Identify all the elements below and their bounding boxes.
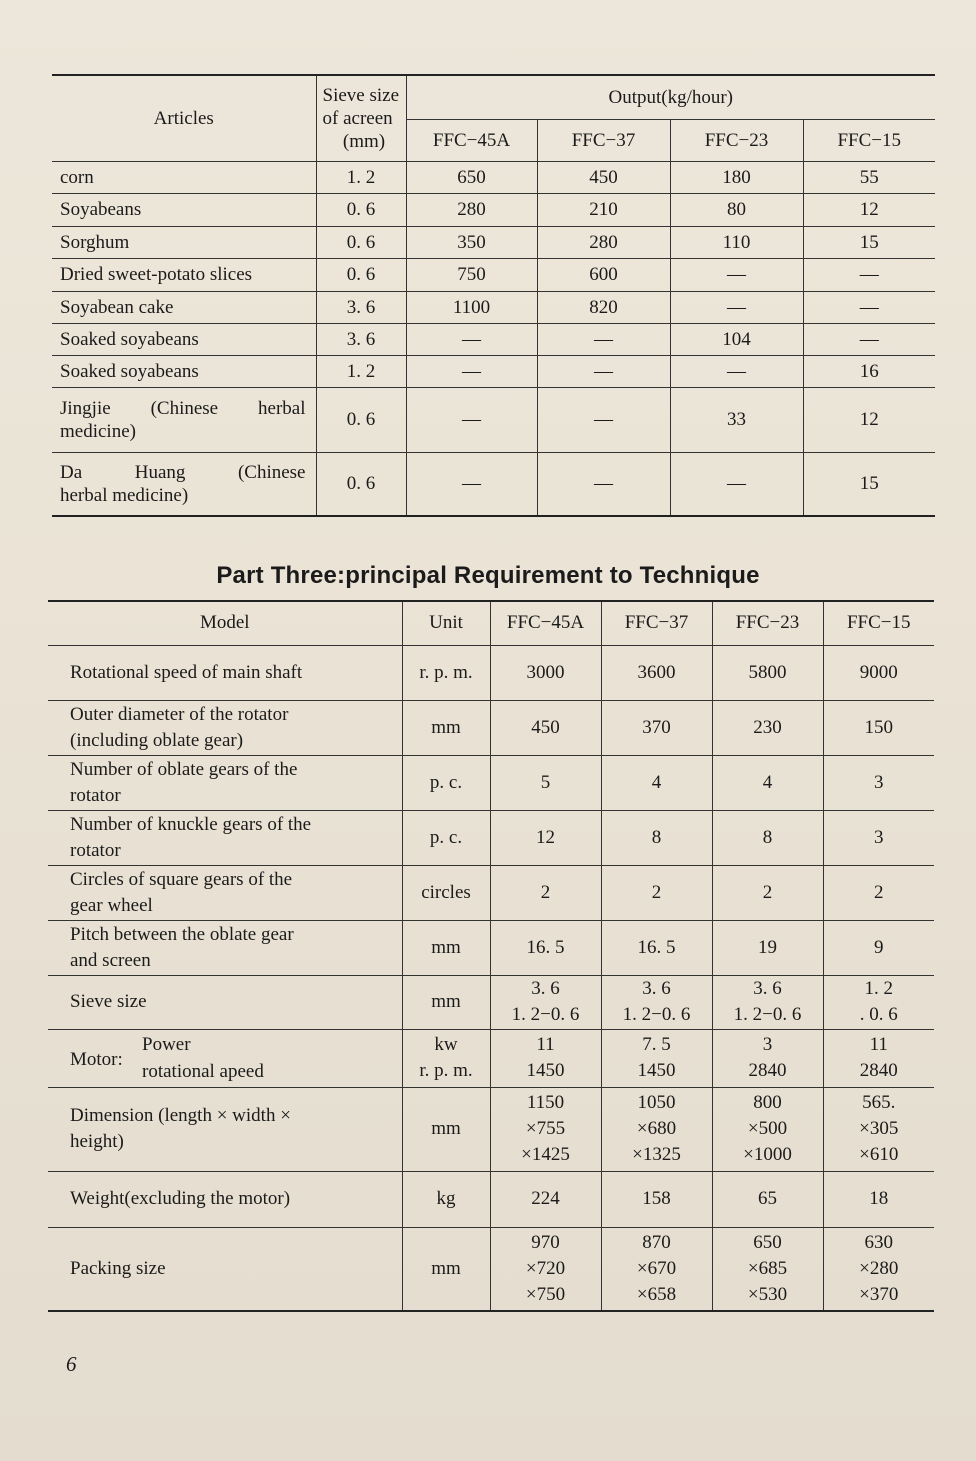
table-row	[48, 700, 934, 755]
cell-value: 16. 5	[490, 920, 601, 975]
table-row	[52, 452, 935, 516]
article-cell: Jingjie (Chinese herbal medicine)	[52, 387, 316, 452]
output-value: 820	[537, 291, 670, 323]
output-value: 280	[537, 226, 670, 258]
cell-value: 450	[490, 700, 601, 755]
cell-value: 8	[601, 810, 712, 865]
output-value: —	[537, 323, 670, 355]
output-value: —	[670, 258, 803, 291]
table-row	[52, 226, 935, 258]
row-unit: mm	[402, 920, 490, 975]
row-unit: mm	[402, 975, 490, 1029]
cell-value: 1050 ×680 ×1325	[601, 1087, 712, 1171]
sieve-cell: 0. 6	[316, 452, 406, 516]
sieve-cell: 1. 2	[316, 161, 406, 193]
cell-value: 800 ×500 ×1000	[712, 1087, 823, 1171]
row-unit: mm	[402, 1087, 490, 1171]
table-row	[52, 193, 935, 226]
table-row	[52, 387, 935, 452]
cell-value: 3000	[490, 645, 601, 700]
cell-value: 7. 5 1450	[601, 1029, 712, 1087]
model-header-15: FFC−15	[803, 119, 935, 161]
cell-value: 3	[823, 755, 934, 810]
tech-model-45a: FFC−45A	[490, 601, 601, 645]
cell-value: 3600	[601, 645, 712, 700]
model-header-23: FFC−23	[670, 119, 803, 161]
cell-value: 3. 6 1. 2−0. 6	[712, 975, 823, 1029]
row-unit: p. c.	[402, 755, 490, 810]
output-value: 450	[537, 161, 670, 193]
article-cell: Dried sweet-potato slices	[52, 258, 316, 291]
cell-value: 5800	[712, 645, 823, 700]
row-unit: r. p. m.	[402, 645, 490, 700]
row-label: Circles of square gears of the gear wheel	[48, 865, 402, 920]
table-row	[48, 975, 934, 1029]
cell-value: 8	[712, 810, 823, 865]
output-header: Output(kg/hour)	[406, 75, 935, 119]
sieve-cell: 3. 6	[316, 291, 406, 323]
tech-model-23: FFC−23	[712, 601, 823, 645]
row-unit: kw r. p. m.	[402, 1029, 490, 1087]
table-row	[52, 258, 935, 291]
row-label: Rotational speed of main shaft	[48, 645, 402, 700]
output-value: 280	[406, 193, 537, 226]
sieve-cell: 0. 6	[316, 387, 406, 452]
output-value: 55	[803, 161, 935, 193]
row-unit: kg	[402, 1171, 490, 1227]
output-value: 210	[537, 193, 670, 226]
table-row	[52, 355, 935, 387]
article-cell: corn	[52, 161, 316, 193]
cell-value: 12	[490, 810, 601, 865]
part-three-heading: Part Three:principal Requirement to Technique	[216, 562, 760, 589]
motor-label: Motor:	[70, 1048, 123, 1070]
output-value: 1100	[406, 291, 537, 323]
output-value: 750	[406, 258, 537, 291]
cell-value: 230	[712, 700, 823, 755]
output-value: —	[670, 291, 803, 323]
output-value: 600	[537, 258, 670, 291]
output-value: 104	[670, 323, 803, 355]
output-value: 15	[803, 452, 935, 516]
cell-value: 3	[823, 810, 934, 865]
tech-model-37: FFC−37	[601, 601, 712, 645]
output-value: 180	[670, 161, 803, 193]
cell-value: 3. 6 1. 2−0. 6	[601, 975, 712, 1029]
model-header-45a: FFC−45A	[406, 119, 537, 161]
model-header: Model	[48, 601, 402, 645]
cell-value: 565. ×305 ×610	[823, 1087, 934, 1171]
row-unit: p. c.	[402, 810, 490, 865]
table-row	[48, 865, 934, 920]
output-value: —	[537, 355, 670, 387]
article-cell: Sorghum	[52, 226, 316, 258]
table-row	[52, 291, 935, 323]
cell-value: 65	[712, 1171, 823, 1227]
cell-value: 3. 6 1. 2−0. 6	[490, 975, 601, 1029]
row-unit: mm	[402, 700, 490, 755]
table-row	[48, 645, 934, 700]
table-row	[48, 810, 934, 865]
row-label: Dimension (length × width × height)	[48, 1087, 402, 1171]
article-cell: Soaked soyabeans	[52, 323, 316, 355]
table-row	[48, 1029, 934, 1087]
cell-value: 2	[712, 865, 823, 920]
cell-value: 18	[823, 1171, 934, 1227]
cell-value: 870 ×670 ×658	[601, 1227, 712, 1311]
article-cell: Soaked soyabeans	[52, 355, 316, 387]
output-value: —	[670, 452, 803, 516]
cell-value: 150	[823, 700, 934, 755]
sieve-cell: 3. 6	[316, 323, 406, 355]
page-number: 6	[66, 1352, 77, 1376]
motor-label-cell	[48, 1029, 402, 1087]
cell-value: 19	[712, 920, 823, 975]
cell-value: 2	[490, 865, 601, 920]
output-value: 15	[803, 226, 935, 258]
table-row	[48, 1087, 934, 1171]
row-label: Sieve size	[48, 975, 402, 1029]
row-label: Weight(excluding the motor)	[48, 1171, 402, 1227]
table-row	[48, 920, 934, 975]
cell-value: 16. 5	[601, 920, 712, 975]
output-value: —	[803, 258, 935, 291]
output-value: 12	[803, 387, 935, 452]
cell-value: 630 ×280 ×370	[823, 1227, 934, 1311]
output-value: —	[803, 291, 935, 323]
cell-value: 9	[823, 920, 934, 975]
sieve-cell: 0. 6	[316, 258, 406, 291]
cell-value: 650 ×685 ×530	[712, 1227, 823, 1311]
article-cell: Da Huang (Chinese herbal medicine)	[52, 452, 316, 516]
cell-value: 1150 ×755 ×1425	[490, 1087, 601, 1171]
technique-table	[48, 600, 934, 1312]
table-row	[48, 1171, 934, 1227]
cell-value: 11 2840	[823, 1029, 934, 1087]
row-label: Number of oblate gears of the rotator	[48, 755, 402, 810]
cell-value: 1. 2 . 0. 6	[823, 975, 934, 1029]
model-header-37: FFC−37	[537, 119, 670, 161]
articles-header: Articles	[52, 75, 316, 161]
sieve-cell: 1. 2	[316, 355, 406, 387]
output-value: 12	[803, 193, 935, 226]
motor-speed-label: rotational apeed	[142, 1060, 264, 1082]
unit-header: Unit	[402, 601, 490, 645]
output-value: —	[537, 387, 670, 452]
output-value: —	[803, 323, 935, 355]
sieve-cell: 0. 6	[316, 226, 406, 258]
row-label: Packing size	[48, 1227, 402, 1311]
row-label: Number of knuckle gears of the rotator	[48, 810, 402, 865]
row-unit: circles	[402, 865, 490, 920]
table-row	[48, 755, 934, 810]
cell-value: 5	[490, 755, 601, 810]
output-value: —	[406, 452, 537, 516]
cell-value: 2	[823, 865, 934, 920]
output-value: 16	[803, 355, 935, 387]
cell-value: 370	[601, 700, 712, 755]
row-label: Pitch between the oblate gear and screen	[48, 920, 402, 975]
sieve-cell: 0. 6	[316, 193, 406, 226]
motor-power-label: Power	[142, 1033, 191, 1055]
article-cell: Soyabeans	[52, 193, 316, 226]
cell-value: 9000	[823, 645, 934, 700]
output-value: —	[670, 355, 803, 387]
output-value: 350	[406, 226, 537, 258]
output-value: 80	[670, 193, 803, 226]
cell-value: 3 2840	[712, 1029, 823, 1087]
output-value: —	[406, 387, 537, 452]
article-cell: Soyabean cake	[52, 291, 316, 323]
output-value: 33	[670, 387, 803, 452]
cell-value: 11 1450	[490, 1029, 601, 1087]
output-table	[52, 74, 935, 517]
output-value: —	[537, 452, 670, 516]
table-row	[52, 161, 935, 193]
output-value: —	[406, 355, 537, 387]
output-value: —	[406, 323, 537, 355]
cell-value: 224	[490, 1171, 601, 1227]
row-unit: mm	[402, 1227, 490, 1311]
cell-value: 4	[712, 755, 823, 810]
sieve-size-header: Sieve size of acreen (mm)	[316, 75, 406, 161]
cell-value: 158	[601, 1171, 712, 1227]
cell-value: 4	[601, 755, 712, 810]
row-label: Outer diameter of the rotator (including oblate gear)	[48, 700, 402, 755]
cell-value: 2	[601, 865, 712, 920]
table-row	[52, 323, 935, 355]
tech-model-15: FFC−15	[823, 601, 934, 645]
output-value: 650	[406, 161, 537, 193]
cell-value: 970 ×720 ×750	[490, 1227, 601, 1311]
output-value: 110	[670, 226, 803, 258]
table-row	[48, 1227, 934, 1311]
